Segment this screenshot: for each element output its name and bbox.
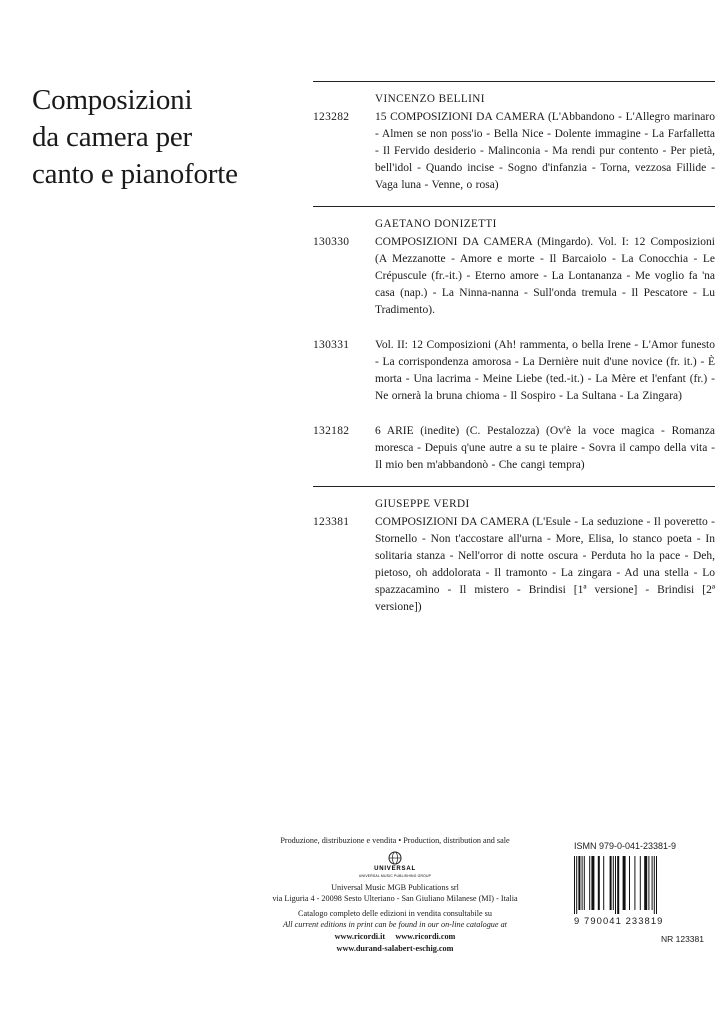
barcode-bar [623,856,626,910]
catalog-number: 130331 [313,339,350,351]
website-links[interactable]: www.ricordi.it www.ricordi.com [334,931,456,941]
barcode-bar [634,856,635,910]
catalog-number: 130330 [313,236,350,248]
catalog-number: 132182 [313,425,350,437]
publisher-name: Universal Music MGB Publications srl [331,882,459,892]
barcode-bar [598,856,600,910]
title-line-3: canto e pianoforte [32,158,238,190]
barcode-bar [617,856,619,914]
barcode-digits: 9 790041 233819 [574,915,664,926]
barcode-bar [574,856,575,914]
barcode-bar [654,856,655,914]
entry-description: COMPOSIZIONI DA CAMERA (L'Esule - La seduzione - Il poveretto - Stornello - Non t'accostare all'urna - More, Elisa, lo stanco poeta - In solitaria stanza - Nell'orror di notte oscura - Perduta ho la pace - Deh, pietoso, oh addolorata - Il tramonto - La zingara - Ad una stella - Lo spazzacamino - Il mistero - Brindisi [1ª versione] - Brindisi [2ª versione]) [375,516,715,613]
entry-description: COMPOSIZIONI DA CAMERA (Mingardo). Vol. I: 12 Composizioni (A Mezzanotte - Amore e morte - Il Barcaiolo - La Conocchia - Le Crépuscule (fr.-it.) - Eterno amore - La Lontananza - Me voglio fa 'na casa (nap.) - La Ninna-nanna - Sull'onda tremula - Il Pescatore - Lu Tradimento). [375,236,715,316]
barcode-bar [644,856,647,910]
barcode-block [568,841,714,944]
catalog-entry [313,337,715,405]
catalog-entry [313,514,715,616]
barcode-bar [589,856,590,910]
section-bellini [313,81,715,206]
barcode-bar [603,856,604,910]
logo-subtext: UNIVERSAL MUSIC PUBLISHING GROUP [358,873,432,878]
catalog-note-it: Catalogo completo delle edizioni in vendita consultabile su [298,908,492,918]
catalog-list [313,81,715,628]
section-divider [313,206,715,207]
barcode-bar [610,856,612,910]
distribution-line: Produzione, distribuzione e vendita • Production, distribution and sale [280,836,510,845]
catalog-number: 123381 [313,516,350,528]
composer-name: GAETANO DONIZETTI [375,218,497,230]
catalog-entry [313,234,715,319]
nr-number: NR 123381 [660,934,704,944]
title-line-1: Composizioni [32,84,193,116]
section-verdi [313,486,715,628]
page-title [32,82,302,193]
catalog-note-en: All current editions in print can be found in our on-line catalogue at [283,920,507,930]
website-link-durand[interactable]: www.durand-salabert-eschig.com [336,943,454,953]
barcode-bar [615,856,616,914]
barcode-bar [652,856,653,910]
barcode-bar [584,856,585,910]
logo-text: UNIVERSAL [374,865,416,872]
catalog-entry [313,423,715,474]
barcode-bar [640,856,641,910]
entry-description: 6 ARIE (inedite) (C. Pestalozza) (Ov'è la voce magica - Romanza moresca - Depuis q'une autre a su te plaire - Sovra il campo della vita - Il mio ben m'abbandonò - Che cangi tempra) [375,425,715,471]
universal-logo [355,849,435,879]
barcode-bar [576,856,577,914]
section-donizetti [313,206,715,486]
barcode-bar [613,856,614,910]
ismn-number: ISMN 979-0-041-23381-9 [574,841,677,851]
entry-description: Vol. II: 12 Composizioni (Ah! rammenta, o bella Irene - L'Amor funesto - La corrispondenza amorosa - La Dernière nuit d'une novice (fr. it.) - È morta - Una lacrima - Meine Liebe (ted.-it.) - La Mère et l'enfant (fr.) - Ne ornerà la bruna chioma - Il Sospiro - La Sultana - La Zingara) [375,339,715,402]
entry-description: 15 COMPOSIZIONI DA CAMERA (L'Abbandono - L'Allegro marinaro - Almen se non poss'io - Bella Nice - Dolente immagine - La Farfalletta - Il Fervido desiderio - Malinconia - Ma rendi pur contento - Per pietà, bell'idol - Quando incise - Sogno d'infanzia - Torna, vezzosa Fillide - Vaga luna - Venne, o rosa) [375,111,715,191]
section-divider [313,486,715,487]
barcode-bar [582,856,583,910]
publisher-address: via Liguria 4 - 20098 Sesto Ulteriano - San Giuliano Milanese (MI) - Italia [272,894,518,904]
barcode-bar [578,856,580,910]
barcode-bar [591,856,594,910]
composer-name: GIUSEPPE VERDI [375,498,470,510]
barcode-bar [648,856,649,910]
barcode-bar [629,856,630,910]
barcode-image [568,856,708,914]
composer-name: VINCENZO BELLINI [375,93,485,105]
publisher-footer [230,835,560,954]
barcode-bar [656,856,657,914]
catalog-entry [313,109,715,194]
section-divider [313,81,715,82]
catalog-number: 123282 [313,111,350,123]
title-line-2: da camera per [32,121,193,153]
